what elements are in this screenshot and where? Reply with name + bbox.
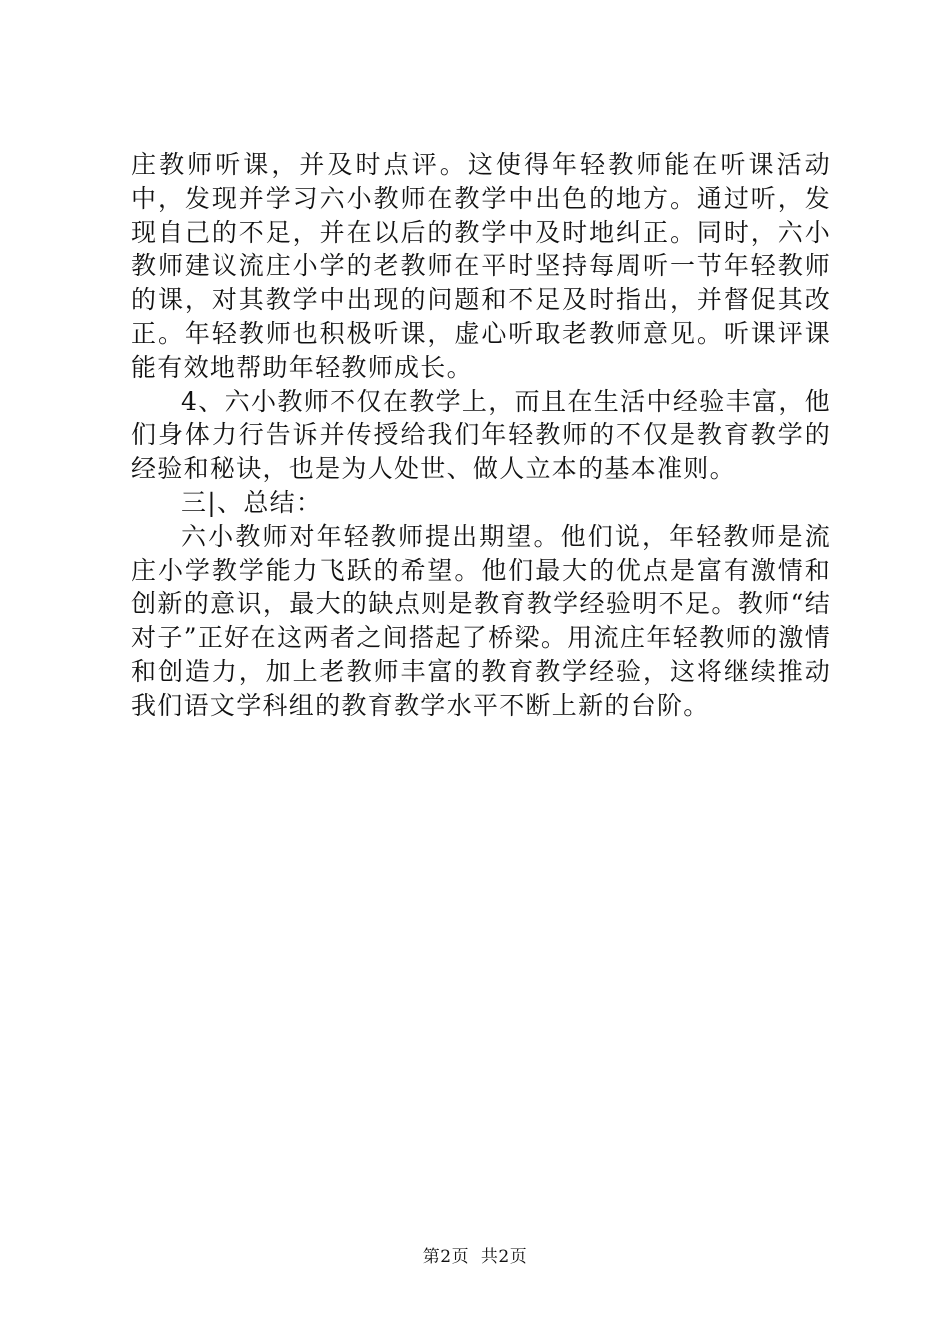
page-number: 第2页 (422, 1247, 470, 1267)
document-body (131, 148, 831, 723)
paragraph-point-4: 4、六小教师不仅在教学上，而且在生活中经验丰富，他们身体力行告诉并传授给我们年轻教师的不仅是教育教学的经验和秘诀，也是为人处世、做人立本的基本准则。 (131, 386, 831, 484)
page-footer (0, 1242, 950, 1267)
paragraph-summary: 六小教师对年轻教师提出期望。他们说，年轻教师是流庄小学教学能力飞跃的希望。他们最大的优点是富有激情和创新的意识，最大的缺点则是教育教学经验明不足。教师“结对子”正好在这两者之间搭起了桥梁。用流庄年轻教师的激情和创造力，加上老教师丰富的教育教学经验，这将继续推动我们语文学科组的教育教学水平不断上新的台阶。 (131, 521, 831, 720)
page-total: 共2页 (480, 1247, 528, 1267)
section-heading-summary: 三|、总结： (181, 487, 323, 517)
paragraph-continued: 庄教师听课，并及时点评。这使得年轻教师能在听课活动中，发现并学习六小教师在教学中出色的地方。通过听，发现自己的不足，并在以后的教学中及时地纠正。同时，六小教师建议流庄小学的老教师在平时坚持每周听一节年轻教师的课，对其教学中出现的问题和不足及时指出，并督促其改正。年轻教师也积极听课，虚心听取老教师意见。听课评课能有效地帮助年轻教师成长。 (131, 150, 831, 382)
